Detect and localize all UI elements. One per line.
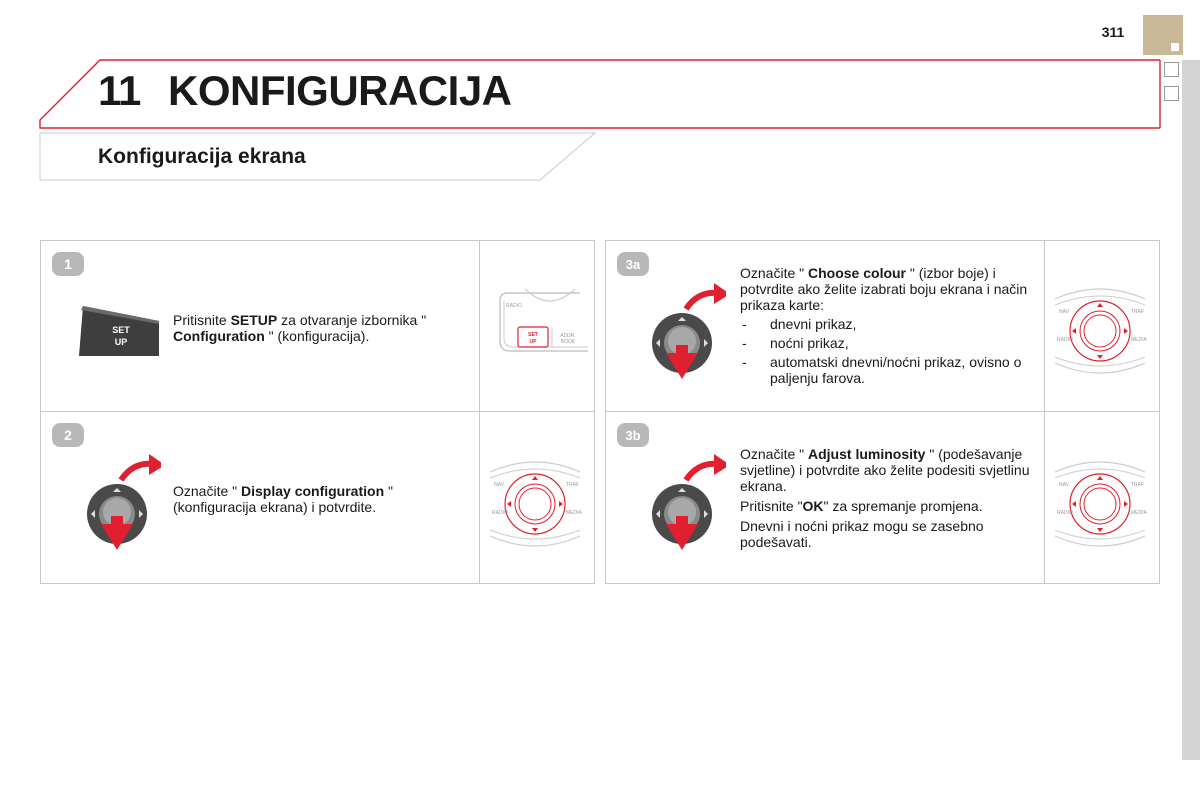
svg-text:BOOK: BOOK [560,339,576,345]
display-mode-list [740,316,1030,386]
svg-text:TRAF: TRAF [1131,482,1145,488]
svg-text:SET: SET [112,325,130,335]
svg-text:TRAF: TRAF [566,482,580,488]
svg-text:MEDIA: MEDIA [566,510,582,516]
svg-text:RADIO: RADIO [1057,510,1073,516]
step-badge-2 [51,422,85,448]
list-item: - automatski dnevni/noćni prikaz, ovisno o paljenju farova. [740,354,1030,386]
svg-text:1: 1 [64,256,72,272]
chapter-number: 11 [98,67,141,114]
svg-text:RADIO: RADIO [492,510,508,516]
step-3a-reference [1044,241,1159,411]
side-strip [1182,60,1200,760]
list-item: - noćni prikaz, [740,335,1030,351]
page-number: 311 [1101,24,1125,40]
step-badge-3b [616,422,650,448]
rotary-knob-image [646,450,726,555]
step-panel-1 [40,240,595,412]
step-1-reference [479,241,594,411]
section-title: Konfiguracija ekrana [98,145,306,168]
rotary-knob-image [646,279,726,384]
svg-text:3a: 3a [625,257,641,272]
section-frame [0,120,620,190]
chapter-title: KONFIGURACIJA [168,67,512,114]
svg-text:UP: UP [529,339,537,345]
svg-text:SET: SET [528,332,538,338]
svg-text:MEDIA: MEDIA [1131,510,1147,516]
step-3b-reference [1044,412,1159,583]
svg-text:TRAF: TRAF [1131,309,1145,315]
svg-text:NAV: NAV [1059,482,1069,488]
step-panel-3a [605,240,1160,412]
nav-control-diagram [1045,241,1160,413]
step-panel-3b [605,411,1160,584]
svg-text:3b: 3b [625,428,641,443]
setup-button-image [71,296,166,366]
setup-reference-diagram [480,241,595,413]
rotary-knob-image [81,450,161,555]
svg-text:MEDIA: MEDIA [1131,337,1147,343]
svg-text:UP: UP [114,337,128,347]
svg-text:ADDR.: ADDR. [560,333,576,339]
step-3b-text: Označite " Adjust luminosity " (podešavanje svjetline) i potvrdite ako želite podesiti svjetlinu ekrana. Pritisnite "OK" za spremanje promjena. Dnevni i noćni prikaz mogu se zasebno podešavati. [740,446,1030,550]
svg-text:NAV: NAV [494,482,504,488]
svg-text:RADIO: RADIO [1057,337,1073,343]
step-badge-1 [51,251,85,277]
nav-control-diagram [480,412,595,585]
step-2-text: Označite " Display configuration " (konfiguracija ekrana) i potvrdite. [173,483,393,515]
list-item: - dnevni prikaz, [740,316,1030,332]
step-1-text: Pritisnite SETUP za otvaranje izbornika " Configuration " (konfiguracija). [173,312,427,344]
step-3a-text: Označite " Choose colour " (izbor boje) i potvrdite ako želite izabrati boju ekrana i način prikaza karte: - dnevni prikaz, - noćni prikaz, - automatski dnevni/noćni prikaz, ovisno o paljenju farova. [740,265,1030,389]
nav-control-diagram [1045,412,1160,585]
svg-text:RADIO: RADIO [506,303,522,309]
step-2-reference [479,412,594,583]
svg-text:NAV: NAV [1059,309,1069,315]
step-badge-3a [616,251,650,277]
step-panel-2 [40,411,595,584]
svg-text:2: 2 [64,427,72,443]
